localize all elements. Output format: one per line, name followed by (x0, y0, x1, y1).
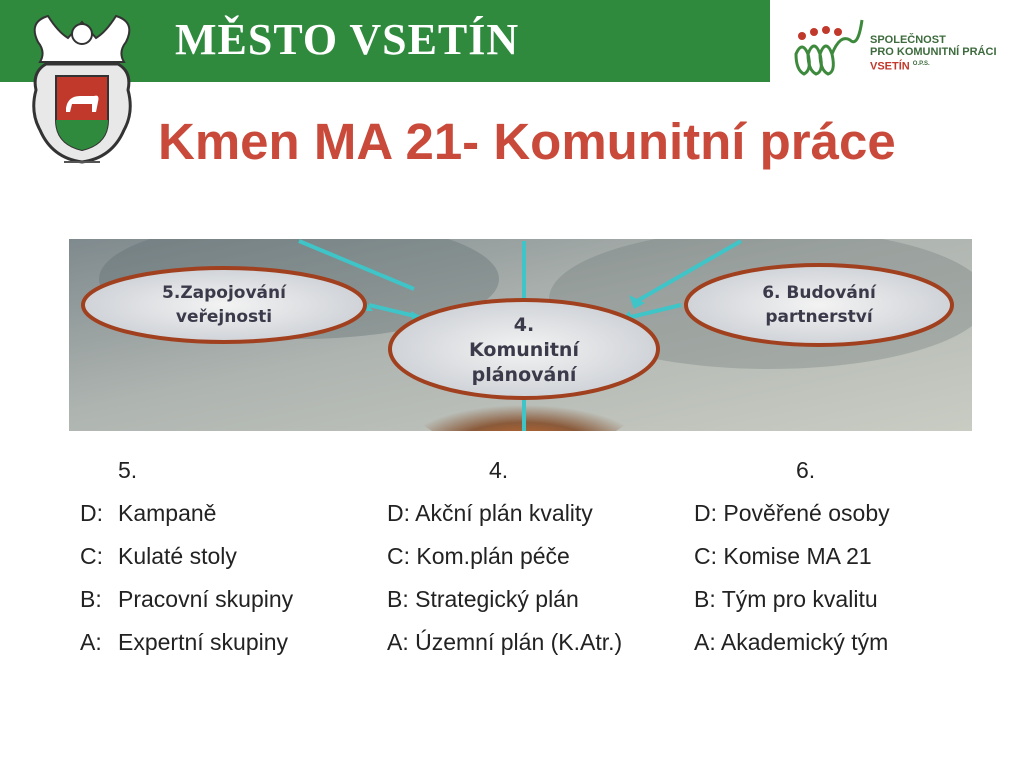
list-item: D: Pověřené osoby (694, 500, 890, 526)
column-6-header: 6. (796, 457, 816, 483)
partner-line-1: SPOLEČNOST (870, 34, 946, 46)
column-5 (80, 449, 293, 664)
column-5-header: 5. (118, 457, 138, 483)
list-item: A: Expertní skupiny (80, 629, 289, 655)
partner-line-3: VSETÍN (870, 60, 910, 73)
slide-title: Kmen MA 21- Komunitní práce (158, 113, 896, 170)
list-item: D: Akční plán kvality (387, 500, 593, 526)
banner-title: MĚSTO VSETÍN (175, 15, 520, 64)
bubble-label-4 (390, 313, 658, 388)
list-item: A: Akademický tým (694, 629, 889, 655)
list-item: D: Kampaně (80, 500, 217, 526)
column-6 (694, 449, 890, 664)
list-item: B: Pracovní skupiny (80, 586, 294, 612)
partner-name (870, 34, 997, 73)
list-item: B: Strategický plán (387, 586, 579, 612)
bubble-4-line-2: Komunitní (469, 339, 579, 361)
list-item: C: Kulaté stoly (80, 543, 237, 569)
partner-line-2: PRO KOMUNITNÍ PRÁCI (870, 46, 997, 58)
bubble-6-line-2: partnerství (765, 307, 873, 327)
bubble-label-5 (83, 281, 365, 329)
column-4-header: 4. (489, 457, 509, 483)
bubble-6-line-1: 6. Budování (762, 283, 876, 303)
column-4 (387, 449, 622, 664)
bubble-4-line-1: 4. (513, 314, 535, 336)
bubble-5-line-2: veřejnosti (175, 307, 273, 327)
diagram-image (69, 239, 972, 431)
list-item: A: Územní plán (K.Atr.) (387, 629, 623, 655)
list-item: C: Kom.plán péče (387, 543, 570, 569)
bubble-4-line-3: plánování (471, 364, 577, 386)
bubble-5-line-1: 5.Zapojování (162, 283, 286, 303)
list-item: C: Komise MA 21 (694, 543, 872, 569)
city-crest-logo (28, 12, 136, 164)
partner-suffix: O.P.S. (912, 61, 930, 67)
bubble-label-6 (686, 281, 952, 329)
list-item: B: Tým pro kvalitu (694, 586, 878, 612)
